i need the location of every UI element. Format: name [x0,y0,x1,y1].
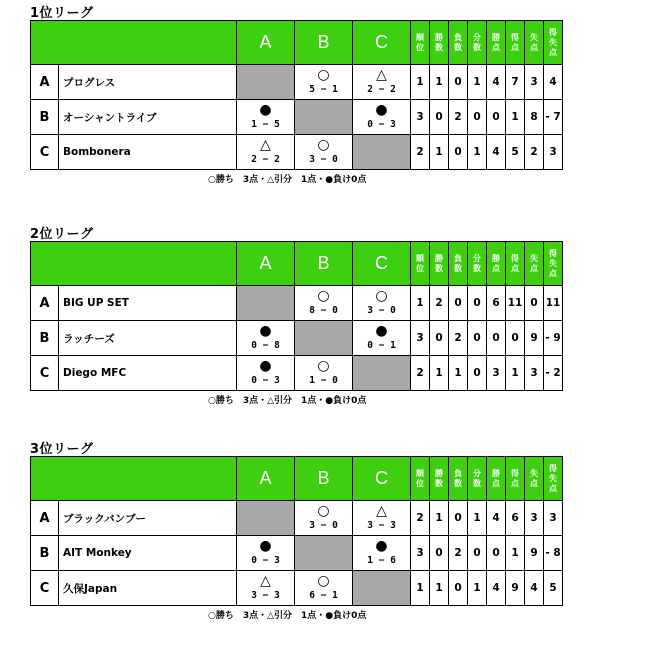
column-header: B [295,457,353,501]
stat-header-char: 数 [435,42,443,52]
stat-value: 2 [411,135,430,170]
stat-value: - 2 [544,356,563,391]
result-symbol-icon: ○ [375,287,388,304]
match-cell [237,536,295,571]
stat-value: 0 [430,321,449,356]
row-label: B [31,100,59,135]
stat-header-char: 点 [549,47,557,57]
scoring-legend: ○勝ち 3点・△引分 1点・●負け0点 [208,396,367,406]
league-title: 1位リーグ [30,6,94,21]
stat-value: 3 [525,501,544,536]
match-score: 0 − 8 [251,339,280,351]
self-match-cell [237,501,295,536]
stat-header-char: 得 [549,248,557,258]
stat-value: 4 [487,135,506,170]
row-label: C [31,571,59,606]
stat-value: 1 [506,536,525,571]
stat-value: 1 [468,135,487,170]
match-score: 3 − 3 [367,519,396,531]
stat-value: 1 [430,571,449,606]
row-label: C [31,135,59,170]
self-match-cell [353,135,411,170]
result-symbol-icon: △ [376,502,387,519]
stat-value: 5 [506,135,525,170]
result-symbol-icon: ○ [317,66,330,83]
result-symbol-icon: △ [260,136,271,153]
match-score: 0 − 3 [251,374,280,386]
stat-header [506,242,525,286]
match-cell [237,135,295,170]
self-match-cell [353,571,411,606]
stat-value: 2 [449,100,468,135]
stat-value: 1 [430,356,449,391]
stat-value: 2 [411,356,430,391]
header-blank [31,457,237,501]
stat-value: 1 [468,65,487,100]
stat-header-char: 点 [549,483,557,493]
stat-value: 3 [487,356,506,391]
stat-value: 2 [449,321,468,356]
stat-value: 2 [525,135,544,170]
column-header: A [237,21,295,65]
stat-header-char: 点 [511,263,519,273]
match-score: 3 − 0 [309,519,338,531]
stat-header-char: 失 [530,468,538,478]
stat-header [430,457,449,501]
table-row [31,501,563,536]
stat-value: 2 [449,536,468,571]
stat-value: 4 [544,65,563,100]
table-row [31,356,563,391]
stat-value: 0 [487,536,506,571]
row-label: B [31,321,59,356]
stat-value: 6 [487,286,506,321]
stat-value: 0 [430,100,449,135]
stat-header-char: 得 [511,32,519,42]
stat-header [525,21,544,65]
stat-header-char: 数 [454,478,462,488]
stat-value: 3 [411,100,430,135]
stat-header-char: 位 [416,263,424,273]
stat-value: 0 [449,571,468,606]
stat-header [544,242,563,286]
column-header: C [353,242,411,286]
table-row [31,536,563,571]
stat-header [506,457,525,501]
team-name: BIG UP SET [59,286,237,321]
match-cell [295,356,353,391]
match-cell [295,65,353,100]
result-symbol-icon: △ [376,66,387,83]
match-score: 1 − 5 [251,118,280,130]
stat-header-char: 得 [511,468,519,478]
stat-value: 0 [449,501,468,536]
stat-header [487,242,506,286]
stat-header-char: 点 [530,263,538,273]
result-symbol-icon: ○ [317,357,330,374]
stat-header [411,21,430,65]
table-row [31,321,563,356]
stat-header-char: 分 [473,468,481,478]
stat-header [506,21,525,65]
stat-header-char: 失 [530,32,538,42]
stat-header [430,242,449,286]
header-row [31,242,563,286]
match-score: 0 − 3 [367,118,396,130]
match-score: 0 − 3 [251,554,280,566]
stat-header-char: 失 [530,253,538,263]
stat-header-char: 分 [473,32,481,42]
stat-value: 0 [506,321,525,356]
self-match-cell [295,321,353,356]
match-score: 2 − 2 [367,83,396,95]
stat-value: 9 [525,536,544,571]
match-cell [353,286,411,321]
match-score: 1 − 6 [367,554,396,566]
stat-header-char: 負 [454,253,462,263]
match-cell [295,501,353,536]
match-cell [295,286,353,321]
match-score: 3 − 3 [251,589,280,601]
match-cell [353,65,411,100]
team-name: Diego MFC [59,356,237,391]
stat-header-char: 点 [530,42,538,52]
stat-header [544,21,563,65]
stat-header-char: 勝 [492,468,500,478]
stat-header [544,457,563,501]
stat-value: 3 [544,135,563,170]
stat-header [468,21,487,65]
stat-header-char: 失 [549,473,557,483]
stat-header-char: 数 [473,42,481,52]
stat-value: 0 [525,286,544,321]
result-symbol-icon: ○ [317,287,330,304]
row-label: A [31,65,59,100]
stat-header [430,21,449,65]
stat-value: - 7 [544,100,563,135]
team-name: 久保Japan [59,571,237,606]
stat-value: 0 [468,536,487,571]
stat-value: 4 [487,65,506,100]
stat-header-char: 点 [492,42,500,52]
team-name: ラッチーズ [59,321,237,356]
stat-header-char: 得 [549,463,557,473]
match-score: 1 − 0 [309,374,338,386]
stat-header-char: 数 [454,42,462,52]
stat-value: 1 [506,356,525,391]
stat-value: 0 [449,135,468,170]
stat-header [411,242,430,286]
stat-value: 6 [506,501,525,536]
stat-header [525,457,544,501]
stat-value: 4 [487,571,506,606]
stat-value: 0 [487,100,506,135]
stat-header-char: 負 [454,32,462,42]
stat-value: 5 [544,571,563,606]
result-symbol-icon: ○ [317,502,330,519]
stat-value: 7 [506,65,525,100]
stat-value: 0 [487,321,506,356]
column-header: A [237,457,295,501]
league-table [30,20,563,170]
stat-value: 0 [449,65,468,100]
stat-header [525,242,544,286]
column-header: C [353,21,411,65]
stat-header-char: 順 [416,468,424,478]
match-score: 6 − 1 [309,589,338,601]
match-cell [237,571,295,606]
result-symbol-icon: ○ [317,136,330,153]
stat-header [487,457,506,501]
stat-value: 0 [468,356,487,391]
stat-header-char: 勝 [435,253,443,263]
result-symbol-icon: ● [259,322,272,339]
row-label: A [31,286,59,321]
result-symbol-icon: ● [375,322,388,339]
stat-header-char: 勝 [435,32,443,42]
match-cell [353,536,411,571]
result-symbol-icon: ○ [317,572,330,589]
stat-header [468,242,487,286]
stat-value: 3 [525,65,544,100]
result-symbol-icon: ● [259,357,272,374]
self-match-cell [295,536,353,571]
league-table [30,456,563,606]
result-symbol-icon: ● [259,101,272,118]
match-cell [295,571,353,606]
match-cell [237,100,295,135]
stat-value: 4 [487,501,506,536]
team-name: プログレス [59,65,237,100]
row-label: B [31,536,59,571]
match-cell [353,501,411,536]
stat-header-char: 勝 [435,468,443,478]
team-name: ブラックバンブー [59,501,237,536]
stat-value: 0 [468,321,487,356]
stat-header-char: 位 [416,478,424,488]
stat-header-char: 点 [530,478,538,488]
team-name: Bombonera [59,135,237,170]
stat-header [468,457,487,501]
stat-header [449,21,468,65]
column-header: A [237,242,295,286]
stat-value: 3 [411,321,430,356]
row-label: A [31,501,59,536]
result-symbol-icon: ● [259,537,272,554]
match-cell [353,321,411,356]
stat-value: - 9 [544,321,563,356]
stat-value: 9 [525,321,544,356]
stat-value: 1 [430,65,449,100]
column-header: B [295,21,353,65]
stat-value: 1 [468,501,487,536]
stat-value: 2 [411,501,430,536]
match-score: 3 − 0 [367,304,396,316]
stat-value: 0 [468,286,487,321]
stat-header-char: 順 [416,253,424,263]
stat-header [449,457,468,501]
stat-header-char: 点 [511,478,519,488]
stat-value: 1 [430,501,449,536]
stat-header-char: 失 [549,258,557,268]
stat-header-char: 数 [435,478,443,488]
stat-header-char: 失 [549,37,557,47]
stat-header-char: 点 [492,478,500,488]
table-row [31,571,563,606]
match-cell [237,321,295,356]
match-score: 0 − 1 [367,339,396,351]
stat-value: 9 [506,571,525,606]
scoring-legend: ○勝ち 3点・△引分 1点・●負け0点 [208,175,367,185]
table-row [31,135,563,170]
stat-value: 1 [430,135,449,170]
self-match-cell [295,100,353,135]
header-row [31,21,563,65]
stat-value: 1 [506,100,525,135]
stat-value: 4 [525,571,544,606]
stat-header-char: 負 [454,468,462,478]
row-label: C [31,356,59,391]
stat-value: 2 [430,286,449,321]
stat-header-char: 勝 [492,32,500,42]
match-cell [237,356,295,391]
stat-header-char: 分 [473,253,481,263]
league-title: 2位リーグ [30,227,94,242]
result-symbol-icon: ● [375,101,388,118]
stat-value: 1 [411,571,430,606]
stat-value: 0 [449,286,468,321]
team-name: AIT Monkey [59,536,237,571]
header-blank [31,21,237,65]
table-row [31,100,563,135]
stat-value: - 8 [544,536,563,571]
stat-value: 1 [468,571,487,606]
self-match-cell [237,286,295,321]
stat-header [487,21,506,65]
stat-value: 11 [506,286,525,321]
league-title: 3位リーグ [30,442,94,457]
stat-header-char: 得 [549,27,557,37]
header-row [31,457,563,501]
scoring-legend: ○勝ち 3点・△引分 1点・●負け0点 [208,611,367,621]
match-cell [295,135,353,170]
self-match-cell [353,356,411,391]
match-score: 5 − 1 [309,83,338,95]
league-table [30,241,563,391]
stat-value: 8 [525,100,544,135]
table-row [31,65,563,100]
stat-header-char: 数 [473,478,481,488]
stat-header-char: 数 [473,263,481,273]
stat-value: 0 [468,100,487,135]
stat-header-char: 数 [435,263,443,273]
match-score: 2 − 2 [251,153,280,165]
team-name: オーシャントライブ [59,100,237,135]
stat-value: 3 [411,536,430,571]
stat-value: 11 [544,286,563,321]
header-blank [31,242,237,286]
stat-header-char: 勝 [492,253,500,263]
stat-header-char: 点 [492,263,500,273]
stat-value: 1 [411,65,430,100]
stat-value: 3 [525,356,544,391]
result-symbol-icon: △ [260,572,271,589]
stat-header [449,242,468,286]
match-cell [353,100,411,135]
stat-value: 3 [544,501,563,536]
stat-header-char: 順 [416,32,424,42]
table-row [31,286,563,321]
column-header: B [295,242,353,286]
column-header: C [353,457,411,501]
match-score: 3 − 0 [309,153,338,165]
stat-header-char: 点 [511,42,519,52]
stat-header-char: 点 [549,268,557,278]
stat-value: 0 [430,536,449,571]
stat-header [411,457,430,501]
stat-value: 1 [449,356,468,391]
stat-header-char: 数 [454,263,462,273]
self-match-cell [237,65,295,100]
stat-value: 1 [411,286,430,321]
stat-header-char: 得 [511,253,519,263]
stat-header-char: 位 [416,42,424,52]
result-symbol-icon: ● [375,537,388,554]
match-score: 8 − 0 [309,304,338,316]
